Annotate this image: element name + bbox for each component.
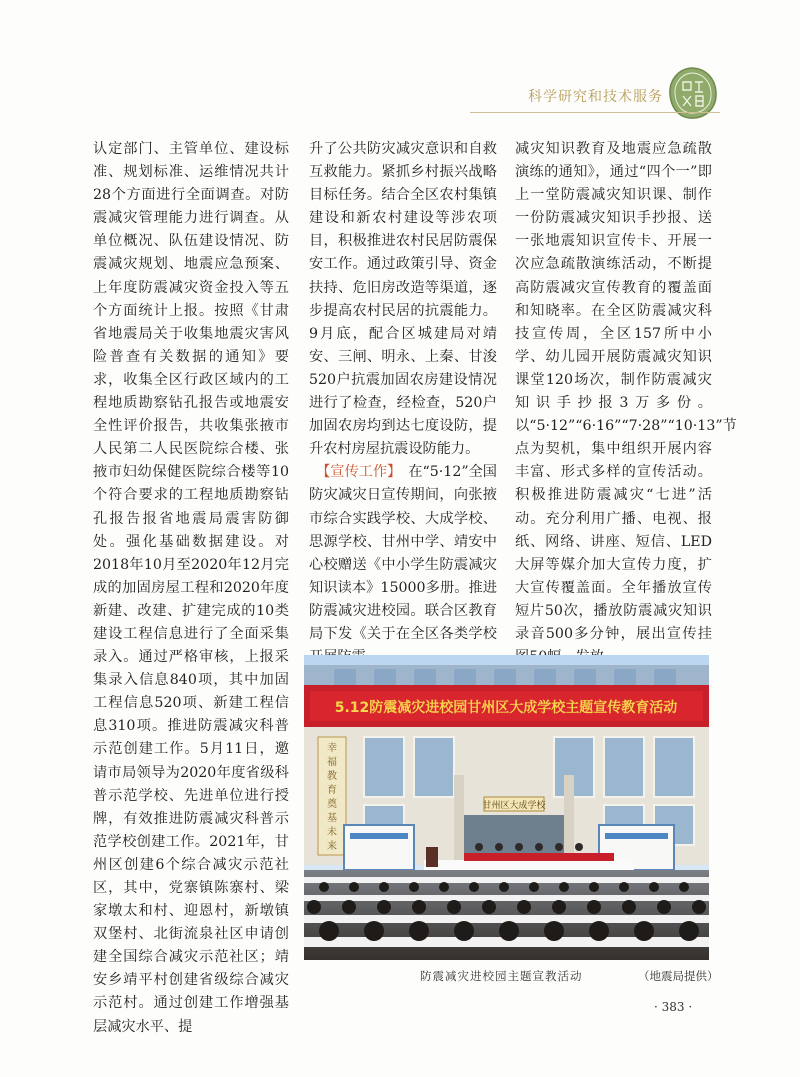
- sign-char: 奠: [327, 799, 337, 810]
- plaque-text: 甘州区大成学校: [482, 801, 546, 811]
- section-title: 科学研究和技术服务: [528, 89, 663, 105]
- text-column-2: [309, 138, 497, 642]
- header-rule: [470, 112, 720, 113]
- banner-text: 5.12防震减灾进校园甘州区大成学校主题宣传教育活动: [334, 700, 678, 716]
- photo-credit: （地震局提供）: [638, 969, 719, 983]
- sign-char: 未: [327, 827, 337, 838]
- event-photo: [304, 655, 709, 960]
- sign-char: 教: [327, 771, 337, 782]
- body-paragraph: 升了公共防灾减灾意识和自救互救能力。紧抓乡村振兴战略目标任务。结合全区农村集镇建设和新农村建设等涉农项目，积极推进农村民居防震保安工作。通过政策引导、资金扶持、危旧房改造等渠道，逐步提高农村民居的抗震能力。9月底，配合区城建局对靖安、三闸、明永、上秦、甘浚520户抗震加固农房建设情况进行了检查，经检查，520户加固农房均到达七度设防，提升农村房屋抗震设防能力。: [309, 141, 497, 458]
- sign-char: 幸: [327, 743, 337, 754]
- section-tag: 【宣传工作】: [323, 464, 402, 481]
- page-number: · 383 ·: [654, 1000, 693, 1014]
- text-column-3: [515, 138, 737, 642]
- body-paragraph: [309, 461, 497, 669]
- sign-char: 来: [327, 841, 337, 852]
- sign-char: 育: [327, 785, 337, 796]
- photo-caption: 防震减灾进校园主题宣教活动: [420, 969, 583, 983]
- sign-char: 福: [327, 757, 337, 768]
- sign-char: 基: [327, 813, 337, 824]
- paragraph-text: 在“5·12”全国防灾减灾日宣传期间，向张掖市综合实践学校、大成学校、思源学校、甘州中学、靖安中心校赠送《中小学生防震减灾知识读本》15000多册。推进防震减灾进校园。联合区教育局下发《关于在全区各类学校: [309, 464, 497, 642]
- body-paragraph: 减灾知识教育及地震应急疏散演练的通知》，通过“四个一”即上一堂防震减灾知识课、制作一份防震减灾知识手抄报、送一张地震知识宣传卡、开展一次应急疏散演练活动，不断提高防震减灾宣传教育的覆盖面和知晓率。在全区防震减灾科技宣传周，全区157所中小学、幼儿园开展防震减灾知识课堂120场次，制作防震减灾知识手抄报3万多份。以“5·12”“6·16”“7·28”“10·13”节点为契机，集中组织开展内容丰富、形式多样的宣传活动。积极推进防震减灾“七进”活动。充分利用广播、电视、报纸、网络、讲座、短信、LED大屏等媒介加大宣传力度，扩大宣传覆盖面。全年播放宣传短片50次，播放防震减灾知识录音500多分钟，展出宣传挂: [515, 141, 737, 642]
- text-column-1: [93, 138, 289, 1035]
- body-paragraph: 认定部门、主管单位、建设标准、规划标准、运维情况共计28个方面进行全面调查。对防震减灾管理能力进行调查。从单位概况、队伍建设情况、防震减灾规划、地震应急预案、上年度防震减灾资金投入等五个方面统计上报。按照《甘肃省地震局关于收集地震灾害风险普查有关数据的通知》要求，收集全区行政区域内的工程地质勘察钻孔报告或地震安全性评价报告，共收集张掖市人民第二人民医院综合楼、张掖市妇幼保健医院综合楼等10个符合要求的工程地质勘察钻孔报告报省地震局震害防御处。强化基础数据建设。对2018年10月至2020年12月完成的加固房屋工程和2020年度新建、改建、扩建完成的10类建设工程信息进行了全面采集录入。通过严格审核，上报采集录入信息840项，其中加固工程信息520项、新建工程信息310项。推进防震减灾科普示范创建工作。5月11日，邀请市局领导为2020年度省级科普示范学校、先进单位进行授牌，有效推进防震减灾科普示范学校创建工作。2021年，甘州区创建6个综合减灾示范社区，其中，党寨镇陈寨村、梁家墩太和村、迎恩村，新墩镇双堡村、北街流泉社区申请创建全国综合减灾示范社区；靖安乡靖平村创建省级综合减灾示范村。通过创建工作增强基层减灾水平、提: [93, 141, 289, 1035]
